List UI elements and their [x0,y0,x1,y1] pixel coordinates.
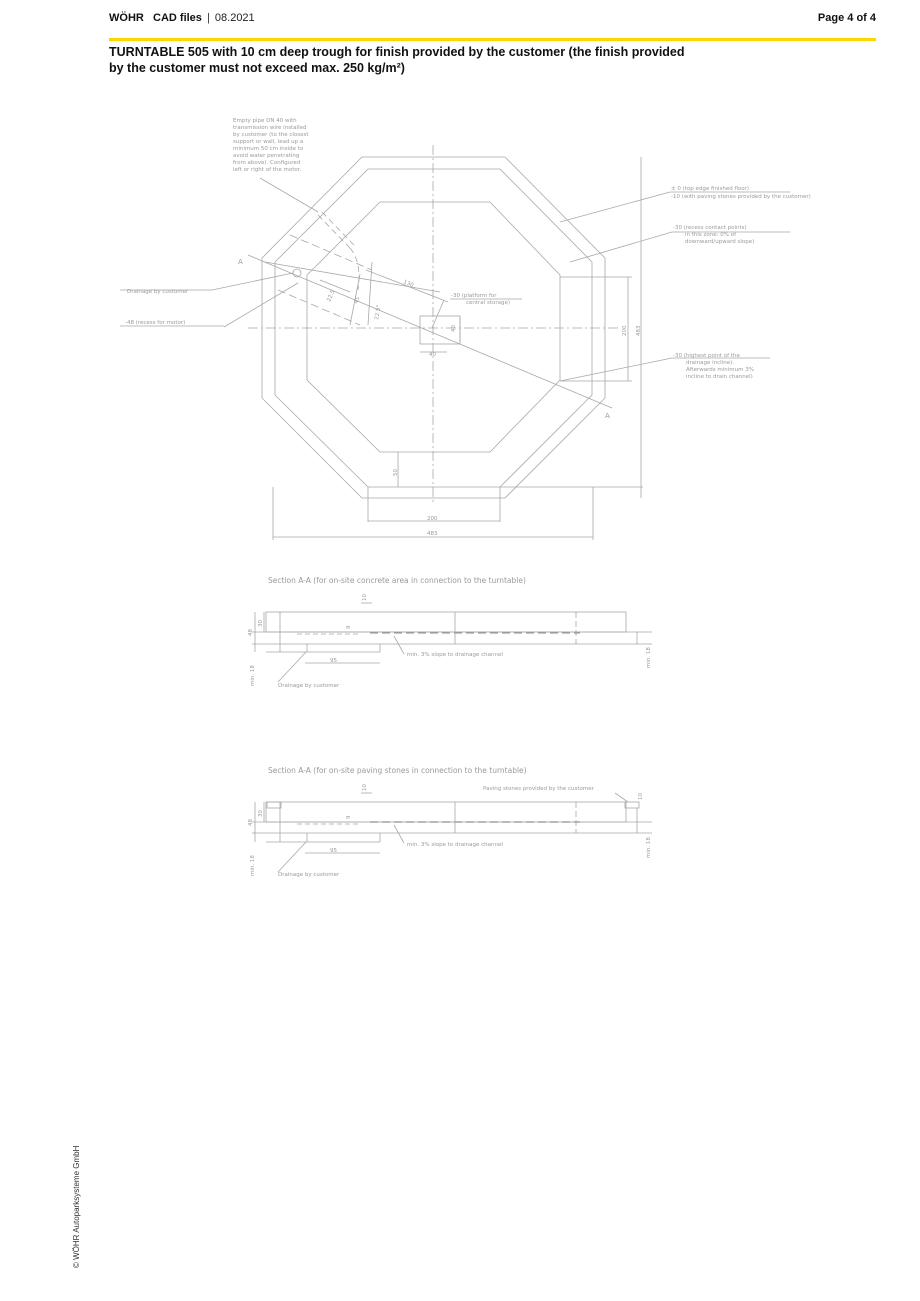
svg-text:incline to drain channel): incline to drain channel) [686,374,753,380]
svg-text:min. 18: min. 18 [250,855,256,876]
svg-text:48: 48 [248,819,254,826]
svg-text:avoid water penetrating: avoid water penetrating [233,153,300,159]
doc-type: CAD files [153,12,202,24]
octagon-inner [307,202,560,452]
svg-text:min. 3% slope to drainage chan: min. 3% slope to drainage channel [407,652,503,658]
svg-text:from above). Configured: from above). Configured [233,160,301,166]
svg-text:40: 40 [451,325,457,332]
section-paving [248,766,652,878]
svg-text:200: 200 [427,516,438,522]
svg-text:48: 48 [248,629,254,636]
svg-text:by customer (to the closest: by customer (to the closest [233,132,309,138]
svg-text:A: A [605,412,610,420]
svg-text:95: 95 [330,848,337,854]
header-date: 08.2021 [214,12,255,24]
svg-text:200: 200 [622,325,628,336]
plan-annotations [125,118,811,537]
svg-text:9: 9 [346,625,352,629]
section-concrete [248,576,652,689]
svg-text:130: 130 [402,279,415,289]
svg-text:Section A-A (for on-site concr: Section A-A (for on-site concrete area in connection to the turntable) [268,576,526,585]
svg-text:min. 3% slope to drainage chan: min. 3% slope to drainage channel [407,842,503,848]
svg-text:40: 40 [429,352,436,358]
plan-view [120,145,790,540]
svg-text:Drainage by customer: Drainage by customer [127,289,189,295]
svg-text:Drainage by customer: Drainage by customer [278,872,340,878]
svg-text:483: 483 [636,325,642,336]
title-line-1: TURNTABLE 505 with 10 cm deep trough for finish provided by the customer (the finish provided [109,45,685,59]
svg-text:-48 (recess for motor): -48 (recess for motor) [125,320,186,326]
svg-text:22.5: 22.5 [326,289,337,303]
svg-text:min. 18: min. 18 [250,665,256,686]
svg-text:Empty pipe DN 40 with: Empty pipe DN 40 with [233,118,297,124]
svg-text:central storage): central storage) [466,300,510,306]
svg-text:downward/upward slope): downward/upward slope) [685,239,755,245]
svg-text:transmission wire installed: transmission wire installed [233,125,307,131]
svg-text:95: 95 [330,658,337,664]
svg-text:50: 50 [393,469,399,476]
svg-text:support or wall, lead up a: support or wall, lead up a [233,139,304,145]
svg-text:10: 10 [362,594,368,601]
svg-text:483: 483 [427,531,438,537]
page-number: Page 4 of 4 [817,12,876,24]
svg-text:Section A-A (for on-site pavin: Section A-A (for on-site paving stones in connection to the turntable) [268,766,527,775]
svg-text:in this zone: 0% of: in this zone: 0% of [685,232,737,238]
svg-text:Drainage by customer: Drainage by customer [278,683,340,689]
svg-text:10: 10 [638,793,644,800]
svg-text:Paving stones provided by the: Paving stones provided by the customer [483,786,594,792]
octagon-outer [262,157,605,498]
copyright-notice: © WÖHR Autoparksysteme GmbH [72,1145,81,1268]
svg-text:drainage incline).: drainage incline). [686,360,734,366]
svg-text:left or right of the motor.: left or right of the motor. [233,167,302,173]
brand-name: WÖHR [109,12,144,24]
svg-text:22.5°: 22.5° [374,304,383,321]
svg-text:9: 9 [346,815,352,819]
svg-text:-30 (recess contact points): -30 (recess contact points) [673,225,747,231]
svg-text:-30 (highest point of the: -30 (highest point of the [673,353,740,359]
svg-text:45: 45 [353,295,362,305]
svg-text:Afterwards minimum 3%: Afterwards minimum 3% [686,367,754,373]
svg-text:10: 10 [362,784,368,791]
svg-text:min. 18: min. 18 [646,647,652,668]
svg-text:-30 (platform for: -30 (platform for [451,293,497,299]
svg-text:-10 (with paving stones provid: -10 (with paving stones provided by the customer) [671,194,811,200]
svg-text:30: 30 [258,620,264,627]
title-line-2: by the customer must not exceed max. 250 kg/m²) [109,61,405,75]
svg-text:min. 18: min. 18 [646,837,652,858]
svg-text:A: A [238,258,243,266]
svg-text:minimum 50 cm inside to: minimum 50 cm inside to [233,146,304,152]
svg-text:± 0 (top edge finished floor): ± 0 (top edge finished floor) [671,186,750,192]
svg-text:30: 30 [258,810,264,817]
header-separator: | [206,12,210,24]
